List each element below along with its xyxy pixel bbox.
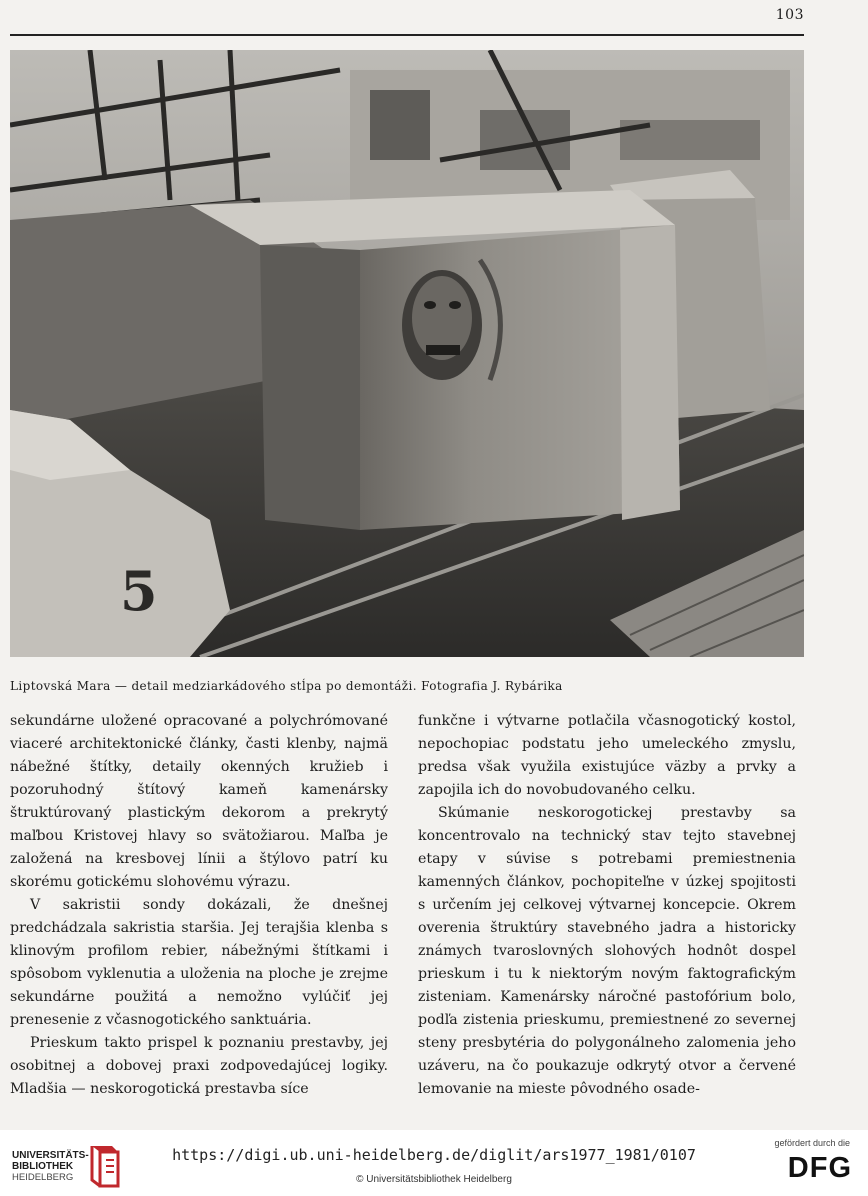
text-column-left: [10, 710, 388, 1101]
text-column-right: [418, 710, 796, 1101]
library-line-1: UNIVERSITÄTS-: [12, 1150, 89, 1161]
library-line-2: BIBLIOTHEK: [12, 1161, 74, 1172]
paragraph: Prieskum takto prispel k poznaniu prestavby, jej osobitnej a dobovej praxi zodpovedajúcej logiky. Mladšia — neskorogotická prestavba síce: [10, 1035, 388, 1097]
paragraph: V sakristii sondy dokázali, že dnešnej predchádzala sakristia staršia. Jej terajšia klenba s klinovým profilom rebier, nábežnými štítkami i spôsobom vyklenutia a uloženia na ploche je zrejme sekundárne použitá a nemožno vylúčiť jej prenesenie z včasnogotického sanktuária.: [10, 897, 388, 1028]
permalink[interactable]: https://digi.ub.uni-heidelberg.de/diglit/ars1977_1981/0107: [172, 1146, 696, 1164]
page-number: 103: [775, 7, 804, 23]
dfg-logo: DFG: [787, 1152, 852, 1184]
figure-caption: Liptovská Mara — detail medziarkádového stĺpa po demontáži. Fotografia J. Rybárika: [10, 679, 563, 693]
viewer-footer: [0, 1130, 868, 1196]
paragraph: Skúmanie neskorogotickej prestavby sa koncentrovalo na technický stav tejto stavebnej etapy v súvise s potrebami premiestnenia kamenných článkov, pochopiteľne v úzkej spojitosti s určením jej celkovej výtvarnej koncepcie. Okrem overenia štruktúry stavebného jadra a historicky známych tvaroslovných slohových hodnôt dospel prieskum i tu k niektorým novým faktografickým zisteniam. Kamenársky náročné pastofórium bolo, podľa zistenia prieskumu, premiestnené zo severnej steny presbytéria do polygonálneho zalomenia jeho uzáveru, na čo poukazuje odkrytý otvor a červené lemovanie na mieste pôvodného osade-: [418, 805, 796, 1097]
block-number-label: 5: [120, 559, 158, 623]
library-line-3: HEIDELBERG: [12, 1172, 74, 1183]
header-rule: [10, 34, 804, 36]
paragraph: funkčne i výtvarne potlačila včasnogotický kostol, nepochopiac podstatu jeho umeleckého zmyslu, predsa však využila existujúce väzby a prvky a zapojila ich do novobudovaného celku.: [418, 713, 796, 798]
paragraph: sekundárne uložené opracované a polychrómované viaceré architektonické články, časti klenby, najmä nábežné štítky, detaily okenných kružieb i pozoruhodný štítový kameň kamenársky štruktúrovaný plastickým dekorom a prekrytý maľbou Kristovej hlavy so svätožiarou. Maľba je založená na kresbovej línii a štýlovo patrí ku skorému gotickému slohovému výrazu.: [10, 713, 388, 890]
photograph: [10, 50, 804, 657]
copyright-notice: © Universitätsbibliothek Heidelberg: [356, 1174, 512, 1185]
funding-note: gefördert durch die: [774, 1138, 850, 1148]
